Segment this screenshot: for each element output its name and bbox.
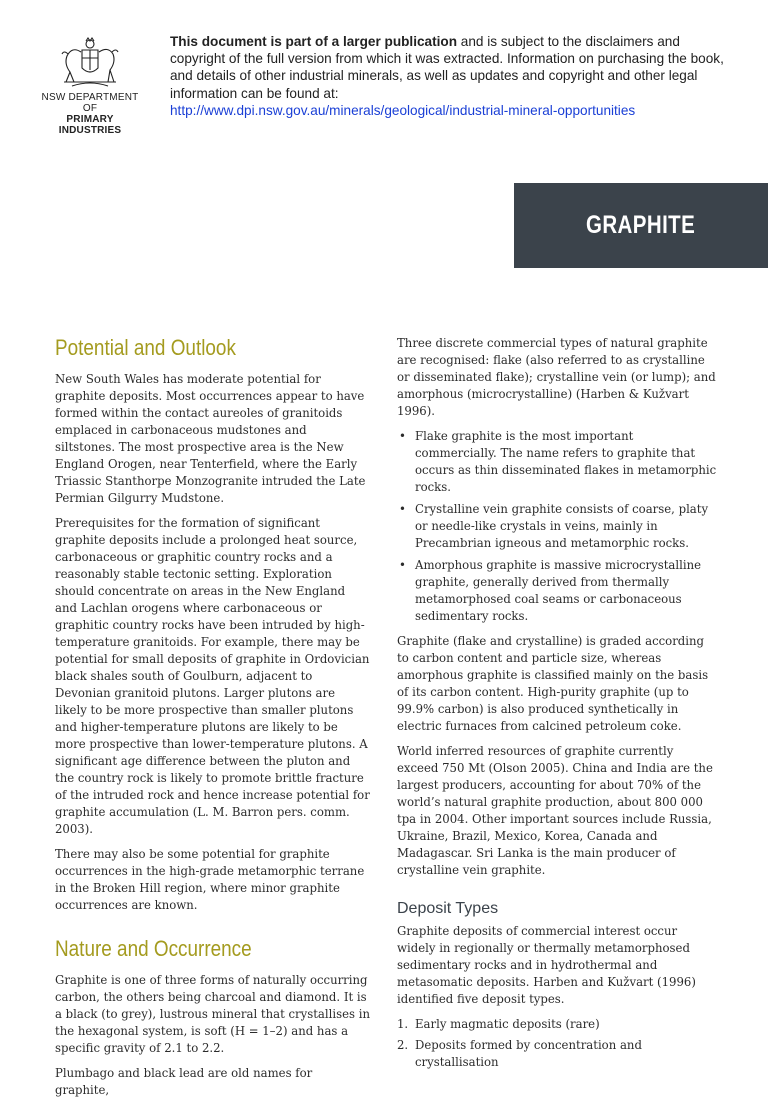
paragraph: Prerequisites for the formation of significant graphite deposits include a prolonged heat source, carbonaceous or graphitic country rocks and a reasonably stable tectonic setting. Exploration should concentrate on areas in the New England and Lachlan orogens where carbonaceous or graphitic country rocks have been intruded by high-temperature granitoids. For example, there may be potential for small deposits of graphite in Ordovician black shales south of Goulburn, adjacent to Devonian granitoid plutons. Larger plutons are likely to be more prospective than smaller plutons and higher-temperature plutons are likely to be more prospective than lower-temperature plutons. A significant age difference between the pluton and the country rock is likely to promote brittle fracture of the intruded rock and hence increase potential for graphite accumulation (L. M. Barron pers. comm. 2003). xyxy=(55,516,370,836)
right-column xyxy=(397,335,717,1075)
title-banner xyxy=(514,183,768,268)
list-item: • Crystalline vein graphite consists of coarse, platy or needle-like crystals in veins, mainly in Precambrian igneous and metamorphic rocks. xyxy=(397,501,717,552)
disclaimer-text: and is subject to the disclaimers and copyright of the full version from which it was extracted. Information on purchasing the book, and details of other industrial minerals, as well as updates and copyright and other legal information can be found at: xyxy=(170,34,724,101)
publication-link[interactable]: http://www.dpi.nsw.gov.au/minerals/geological/industrial-mineral-opportunities xyxy=(170,102,636,118)
list-item: • Flake graphite is the most important commercially. The name refers to graphite that occurs as thin disseminated flakes in metamorphic rocks. xyxy=(397,428,717,496)
paragraph: Graphite is one of three forms of naturally occurring carbon, the others being charcoal and diamond. It is a black (to grey), lustrous mineral that crystallises in the hexagonal system, is soft (H = 1–2) and has a specific gravity of 2.1 to 2.2. xyxy=(55,973,371,1055)
list-text: Early magmatic deposits (rare) xyxy=(415,1017,600,1031)
paragraph: World inferred resources of graphite currently exceed 750 Mt (Olson 2005). China and India are the largest producers, accounting for about 70% of the world’s natural graphite production, about 800 000 tpa in 2004. Other important sources include Russia, Ukraine, Brazil, Mexico, Korea, Canada and Madagascar. Sri Lanka is the main producer of crystalline vein graphite. xyxy=(397,744,713,877)
disclaimer-notice xyxy=(170,33,730,119)
list-item xyxy=(397,1037,717,1071)
nsw-dpi-logo xyxy=(34,36,146,136)
left-column xyxy=(55,335,370,1107)
paragraph: New South Wales has moderate potential for graphite deposits. Most occurrences appear to have formed within the contact aureoles of granitoids emplaced in carbonaceous mudstones and siltstones. The most prospective area is the New England Orogen, near Tenterfield, where the Early Triassic Stanthorpe Monzogranite intruded the Late Permian Gilgurry Mudstone. xyxy=(55,372,366,505)
logo-division-text: PRIMARY INDUSTRIES xyxy=(58,114,122,136)
nsw-coat-of-arms-icon xyxy=(52,36,128,88)
deposit-types-list xyxy=(397,1016,717,1071)
heading-deposit-types: Deposit Types xyxy=(397,900,499,917)
paragraph: Graphite deposits of commercial interest occur widely in regionally or thermally metamorphosed sedimentary rocks and in hydrothermal and metasomatic deposits. Harben and Kužvart (1996) identified five deposit types. xyxy=(397,924,696,1006)
paragraph: Three discrete commercial types of natural graphite are recognised: flake (also referred to as crystalline or disseminated flake); crystalline vein (or lump); and amorphous (microcrystalline) (Harben & Kužvart 1996). xyxy=(397,336,716,418)
list-number: 1. xyxy=(397,1017,409,1031)
heading-potential-outlook: Potential and Outlook xyxy=(55,335,236,360)
document-title: GRAPHITE xyxy=(586,211,696,239)
list-item: • Amorphous graphite is massive microcrystalline graphite, generally derived from thermally metamorphosed coal seams or carbonaceous sedimentary rocks. xyxy=(397,557,717,625)
logo-department-text: NSW DEPARTMENT OF xyxy=(41,92,139,114)
list-item xyxy=(397,1016,717,1033)
paragraph: Graphite (flake and crystalline) is graded according to carbon content and particle size, whereas amorphous graphite is classified mainly on the basis of its carbon content. High-purity graphite (up to 99.9% carbon) is also produced synthetically in electric furnaces from calcined petroleum coke. xyxy=(397,634,709,733)
graphite-types-list xyxy=(397,428,717,625)
heading-nature-occurrence: Nature and Occurrence xyxy=(55,936,252,961)
paragraph: Plumbago and black lead are old names for graphite, xyxy=(55,1066,313,1097)
list-number: 2. xyxy=(397,1038,409,1052)
paragraph: There may also be some potential for graphite occurrences in the high-grade metamorphic terrane in the Broken Hill region, where minor graphite occurrences are known. xyxy=(55,847,365,912)
list-text: Deposits formed by concentration and crystallisation xyxy=(415,1038,642,1069)
disclaimer-bold: This document is part of a larger publication xyxy=(170,34,458,49)
